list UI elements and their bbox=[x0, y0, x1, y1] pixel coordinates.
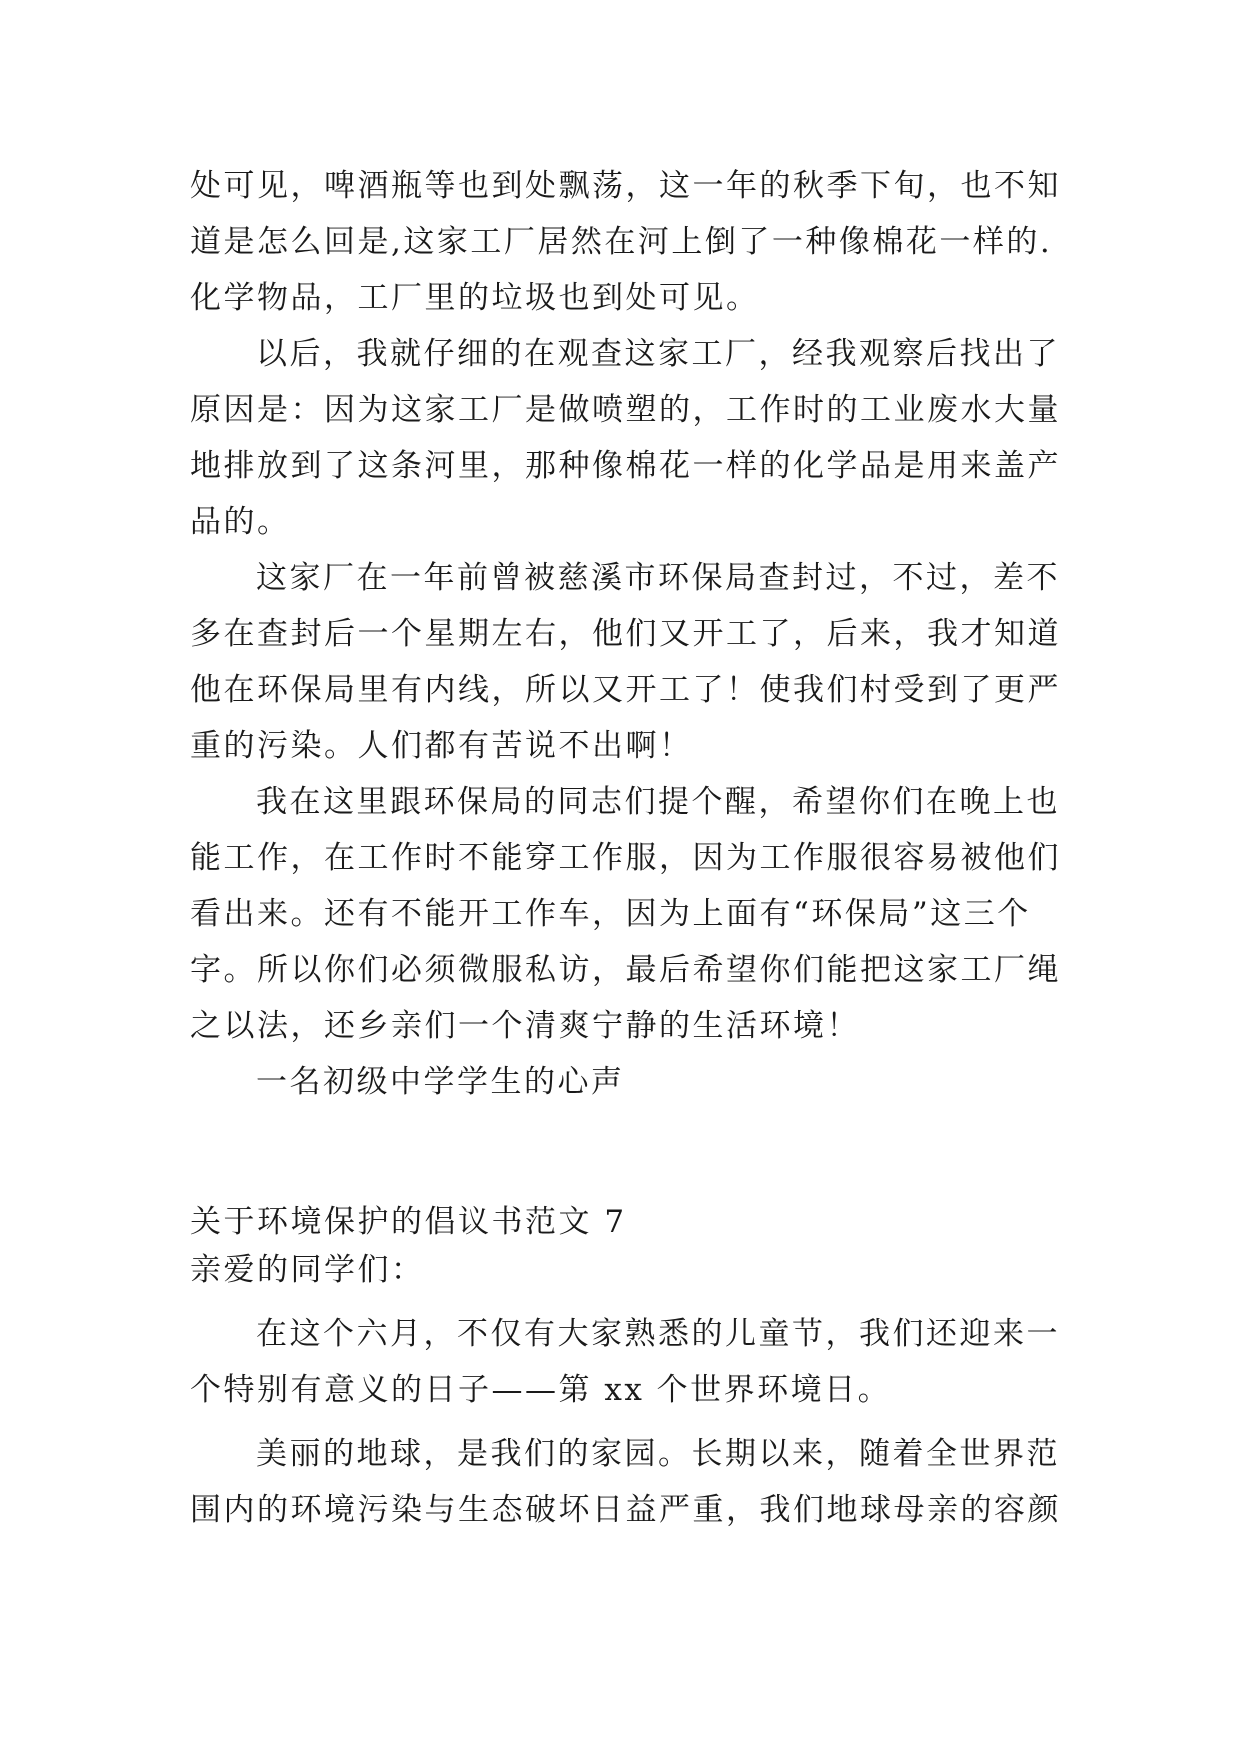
text-line: 品的。 bbox=[190, 504, 291, 540]
paragraph-earth bbox=[190, 1426, 1060, 1538]
text-line: 以后，我就仔细的在观查这家工厂，经我观察后找出了 bbox=[256, 336, 1060, 372]
text-line: 看出来。还有不能开工作车，因为上面有“环保局”这三个 bbox=[190, 896, 1031, 932]
text-line: 字。所以你们必须微服私访，最后希望你们能把这家工厂绳 bbox=[190, 952, 1061, 988]
paragraph-reminder bbox=[190, 774, 1060, 1054]
paragraph-environment-day bbox=[190, 1306, 1060, 1418]
text-line: 化学物品，工厂里的垃圾也到处可见。 bbox=[190, 280, 760, 316]
paragraph-sealed bbox=[190, 550, 1060, 774]
text-line: 道是怎么回是,这家工厂居然在河上倒了一种像棉花一样的. bbox=[190, 224, 1053, 260]
signature bbox=[190, 1054, 1060, 1110]
document-body bbox=[190, 158, 1060, 1538]
text-line: 我在这里跟环保局的同志们提个醒，希望你们在晚上也 bbox=[256, 784, 1060, 820]
text-line: 围内的环境污染与生态破坏日益严重，我们地球母亲的容颜 bbox=[190, 1492, 1061, 1528]
text-line: 处可见，啤酒瓶等也到处飘荡，这一年的秋季下旬，也不知 bbox=[190, 168, 1061, 204]
text-line: 美丽的地球，是我们的家园。长期以来，随着全世界范 bbox=[256, 1436, 1060, 1472]
text-line: 多在查封后一个星期左右，他们又开工了，后来，我才知道 bbox=[190, 616, 1061, 652]
paragraph-investigation bbox=[190, 326, 1060, 550]
text-line: 能工作，在工作时不能穿工作服，因为工作服很容易被他们 bbox=[190, 840, 1061, 876]
text-line: 地排放到了这条河里，那种像棉花一样的化学品是用来盖产 bbox=[190, 448, 1061, 484]
text-line: 在这个六月，不仅有大家熟悉的儿童节，我们还迎来一 bbox=[256, 1316, 1060, 1352]
text-line: 他在环保局里有内线，所以又开工了！使我们村受到了更严 bbox=[190, 672, 1061, 708]
paragraph-continuation bbox=[190, 158, 1060, 326]
text-line: 原因是：因为这家工厂是做喷塑的，工作时的工业废水大量 bbox=[190, 392, 1061, 428]
text-line: 重的污染。人们都有苦说不出啊！ bbox=[190, 728, 693, 764]
greeting: 亲爱的同学们： bbox=[190, 1252, 425, 1288]
section-title: 关于环境保护的倡议书范文 7 bbox=[190, 1204, 627, 1240]
text-line: 这家厂在一年前曾被慈溪市环保局查封过，不过，差不 bbox=[256, 560, 1060, 596]
text-line: 个特别有意义的日子——第 xx 个世界环境日。 bbox=[190, 1372, 892, 1408]
text-line: 之以法，还乡亲们一个清爽宁静的生活环境！ bbox=[190, 1008, 860, 1044]
signature-text: 一名初级中学学生的心声 bbox=[256, 1064, 625, 1100]
